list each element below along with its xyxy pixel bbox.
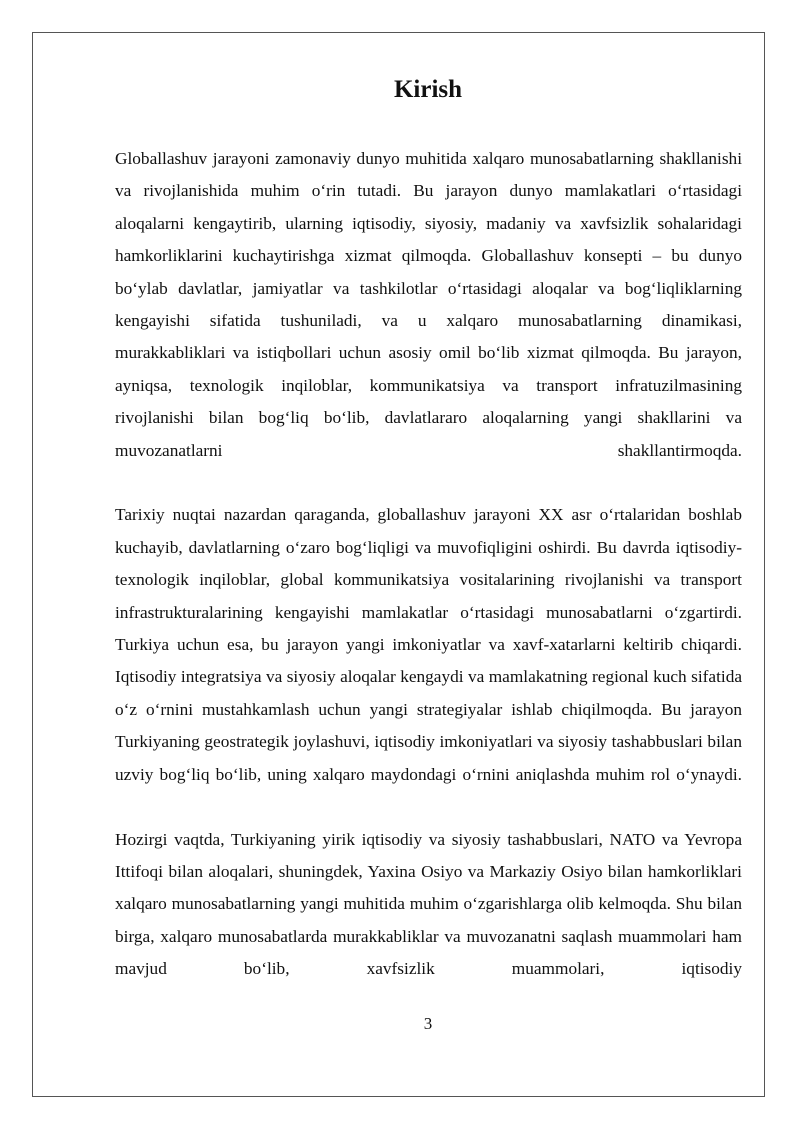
page-number: 3 — [423, 1014, 433, 1033]
page-title: Kirish — [393, 76, 463, 103]
document-body — [115, 143, 742, 986]
paragraph-current-situation: Hozirgi vaqtda, Turkiyaning yirik iqtisodiy va siyosiy tashabbuslari, NATO va Yevropa Ittifoqi bilan aloqalari, shuningdek, Yaxina Osiyo va Markaziy Osiyo bilan hamkorliklari xalqaro munosabatlarning yangi muhitida muhim o‘zgarishlarga olib kelmoqda. Shu bilan birga, xalqaro munosabatlarda murakkabliklar va muvozanatni saqlash muammolari ham mavjud bo‘lib, xavfsizlik muammolari, iqtisodiy — [115, 829, 742, 979]
paragraph-spacer — [115, 791, 742, 823]
paragraph-globalization-intro: Globallashuv jarayoni zamonaviy dunyo muhitida xalqaro munosabatlarning shakllanishi va rivojlanishida muhim o‘rin tutadi. Bu jarayon dunyo mamlakatlari o‘rtasidagi aloqalarni kengaytirib, ularning iqtisodiy, siyosiy, madaniy va xavfsizlik sohalaridagi hamkorliklarini kuchaytirishga xizmat qilmoqda. Globallashuv konsepti – bu dunyo bo‘ylab davlatlar, jamiyatlar va tashkilotlar o‘rtasidagi aloqalar va bog‘liqliklarning kengayishi sifatida tushuniladi, va u xalqaro munosabatlarning dinamikasi, murakkabliklari va istiqbollari uchun asosiy omil bo‘lib xizmat qilmoqda. Bu jarayon, ayniqsa, texnologik inqiloblar, kommunikatsiya va transport infratuzilmasining rivojlanishi bilan bog‘liq bo‘lib, davlatlararo aloqalarning yangi shakllarini va muvozanatlarni shakllantirmoqda. — [115, 149, 742, 460]
paragraph-spacer — [115, 467, 742, 499]
paragraph-historical-view: Tarixiy nuqtai nazardan qaraganda, globallashuv jarayoni XX asr o‘rtalaridan boshlab kuchayib, davlatlarning o‘zaro bog‘liqligi va muvofiqligini oshirdi. Bu davrda iqtisodiy-texnologik inqiloblar, global kommunikatsiya vositalarining rivojlanishi va transport infrastrukturalarining kengayishi mamlakatlar o‘rtasidagi munosabatlarni o‘zgartirdi. Turkiya uchun esa, bu jarayon yangi imkoniyatlar va xavf-xatarlarni keltirib chiqardi. Iqtisodiy integratsiya va siyosiy aloqalar kengaydi va mamlakatning regional kuch sifatida o‘z o‘rnini mustahkamlash uchun yangi strategiyalar ishlab chiqilmoqda. Bu jarayon Turkiyaning geostrategik joylashuvi, iqtisodiy imkoniyatlari va siyosiy tashabbuslari bilan uzviy bog‘liq bo‘lib, uning xalqaro maydondagi o‘rnini aniqlashda muhim rol o‘ynaydi. — [115, 505, 742, 784]
